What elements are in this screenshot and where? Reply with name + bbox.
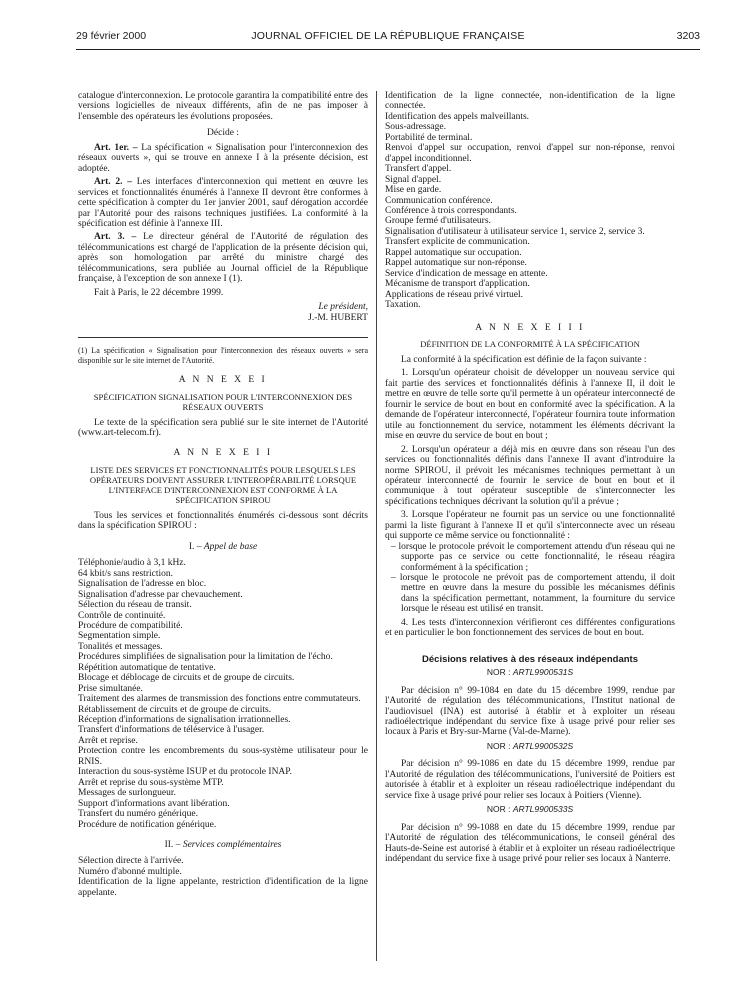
article-3-label: Art. 3. – — [94, 232, 137, 243]
section-2-number: II. – — [164, 840, 181, 851]
header-date: 29 février 2000 — [76, 30, 147, 42]
list-item: Taxation. — [385, 300, 421, 311]
nor-code: ARTL9900531S — [512, 667, 574, 678]
list-item: Transfert du numéro générique. — [78, 809, 198, 820]
decision-text: Par décision n° 99-1086 en date du 15 décembre 1999, rendue par l'Autorité de régulation des télécommunications, l'université de Poitiers est autorisée à établir et à exploiter un réseau radioélectrique indépendant du service fixe à usage privé pour relier ses locaux à Poitiers (Vienne). — [385, 759, 675, 801]
list-item: Mise en garde. — [385, 185, 442, 196]
list-item: Portabilité de terminal. — [385, 132, 473, 143]
intro-paragraph: catalogue d'interconnexion. Le protocole garantira la compatibilité entre des versions logicielles de niveaux différents, afin de ne pas imposer à l'ensemble des opérateurs les évolutions proposées. — [78, 91, 368, 122]
header-rule — [76, 49, 700, 50]
list-item: Support d'informations avant libération. — [78, 798, 230, 809]
list-item: Transfert d'appel. — [385, 164, 452, 175]
decision-text: Par décision n° 99-1084 en date du 15 décembre 1999, rendue par l'Autorité de régulation des télécommunications, l'Institut national de l'audiovisuel (INA) est autorisé à établir et à exploiter un réseau radioélectrique indépendant du service fixe à usage privé pour relier ses locaux à Paris et Bry-sur-Marne (Val-de-Marne). — [385, 685, 675, 738]
annexe-2-text: Tous les services et fonctionnalités énumérés ci-dessous sont décrits dans la spécification SPIROU : — [78, 510, 368, 532]
annexe-1-text: Le texte de la spécification sera publié sur le site internet de l'Autorité (www.art-telecom.fr). — [78, 417, 368, 438]
decisions-list — [385, 667, 675, 864]
list-item: Service d'indication de message en attente. — [385, 268, 548, 279]
section-2-title: Services complémentaires — [182, 840, 282, 851]
list-item: Conférence à trois correspondants. — [385, 205, 517, 216]
article-1 — [78, 143, 368, 174]
annexe-3-title: A N N E X E I I I — [475, 322, 585, 333]
footnote: (1) La spécification « Signalisation pour l'interconnexion des réseaux ouverts » sera disponible sur le site internet de l'Autorité. — [78, 346, 368, 365]
signature-name: J.-M. HUBERT — [308, 312, 368, 323]
signature-title: Le président, — [318, 302, 368, 313]
list-item: Procédures simplifiées de signalisation pour la limitation de l'écho. — [78, 652, 333, 663]
list-item: Numéro d'abonné multiple. — [78, 866, 182, 877]
list-item: Sous-adressage. — [385, 122, 446, 133]
annexe-3-point-1: 1. Lorsqu'un opérateur choisit de développer un nouveau service qui fait partie des services et fonctionnalités définis à l'annexe II, il doit le mettre en œuvre de telle sorte qu'il permette à un opérateur interconnecté de fournir le service de bout en bout en conformité avec la spécification. A la demande de l'opérateur interconnecté, l'opérateur fournira toute information utile au fonctionnement du service, notamment les éléments décrivant la mise en œuvre du service de bout en bout ; — [385, 368, 675, 442]
article-2-label: Art. 2. – — [94, 177, 132, 188]
list-item: Segmentation simple. — [78, 631, 161, 642]
list-item: Arrêt et reprise du sous-système MTP. — [78, 777, 224, 788]
annexe-3-point-2: 2. Lorsqu'un opérateur a déjà mis en œuvre dans son réseau l'un des services ou fonctionnalités définis dans l'annexe II avant d'introduire la norme SPIROU, il prévoit les mécanismes techniques permettant à un opérateur interconnecté de fournir le service de bout en bout et il communique à tout opérateur susceptible de s'interconnecter les spécifications techniques décrivant la solution qu'il a prévue ; — [385, 444, 675, 507]
list-item: Rappel automatique sur occupation. — [385, 247, 522, 258]
article-2-text: Les interfaces d'interconnexion qui mettent en œuvre les services et fonctionnalités énumérés à l'annexe II devront être conformes à cette spécification à compter du 1er janvier 2001, sauf dérogation accordée par l'Autorité pour des raisons techniques justifiées. La conformité à la spécification est définie à l'annexe III. — [78, 177, 368, 229]
list-item: Contrôle de continuité. — [78, 610, 166, 621]
nor-reference — [385, 804, 675, 814]
decisions-heading: Décisions relatives à des réseaux indépendants — [422, 653, 638, 665]
list-item: Transfert explicite de communication. — [385, 237, 530, 248]
list-item: Réception d'informations de signalisation irrationnelles. — [78, 715, 291, 726]
decide-heading: Décide : — [207, 128, 239, 139]
list-item: Identification de la ligne connectée, non-identification de la ligne connectée. — [385, 91, 675, 112]
list-item: Procédure de compatibilité. — [78, 620, 183, 631]
column-separator — [376, 91, 377, 961]
section-1-heading — [78, 542, 368, 552]
annexe-1-subtitle: SPÉCIFICATION SIGNALISATION POUR L'INTERCONNEXION DES RÉSEAUX OUVERTS — [93, 391, 353, 412]
page-header — [76, 30, 700, 46]
list-item: Communication conférence. — [385, 195, 493, 206]
list-item: Sélection directe à l'arrivée. — [78, 856, 184, 867]
section-1-list — [78, 558, 368, 830]
list-item: Traitement des alarmes de transmission des fonctions entre commutateurs. — [78, 694, 361, 705]
annexe-2-title: A N N E X E I I — [173, 448, 273, 459]
annexe-3-point-3a: – lorsque le protocole prévoit le comportement attendu d'un réseau qui ne supporte pas ce service ou cette fonctionnalité, le réseau réagira conformément à la spécification ; — [391, 541, 675, 573]
list-item: Arrêt et reprise. — [78, 735, 138, 746]
annexe-1-title: A N N E X E I — [178, 375, 268, 386]
decision-text: Par décision n° 99-1088 en date du 15 décembre 1999, rendue par l'Autorité de régulation des télécommunications, le conseil général des Hauts-de-Seine est autorisé à établir et à exploiter un réseau radioélectrique indépendant du service fixe à usage privé pour relier ses locaux à Nanterre. — [385, 822, 675, 864]
article-1-text: La spécification « Signalisation pour l'interconnexion des réseaux ouverts », qui se trouve en annexe I à la présente décision, est adoptée. — [78, 142, 368, 174]
list-item: Tonalités et messages. — [78, 641, 163, 652]
nor-label: NOR : — [486, 667, 513, 678]
annexe-3-point-3: 3. Lorsque l'opérateur ne fournit pas un service ou une fonctionnalité parmi la liste figurant à l'annexe II et qu'il s'interconnecte avec un réseau qui supporte ce même service ou fonctionnalité : — [385, 510, 675, 542]
list-item: Renvoi d'appel sur occupation, renvoi d'appel sur non-réponse, renvoi d'appel inconditionnel. — [385, 143, 675, 164]
list-item: Procédure de notification générique. — [78, 819, 217, 830]
list-item: 64 kbit/s sans restriction. — [78, 568, 173, 579]
list-item: Identification des appels malveillants. — [385, 111, 530, 122]
left-column — [78, 91, 368, 898]
list-item: Transfert d'informations de téléservice à l'usager. — [78, 725, 265, 736]
list-item: Signalisation d'adresse par chevauchement. — [78, 589, 243, 600]
annexe-3-point-3b: – lorsque le protocole ne prévoit pas de comportement attendu, il doit mettre en œuvre dans la mesure du possible les mécanismes définis dans la spécification permettant, notamment, la fourniture du service lorsque le réseau est utilisé en transit. — [391, 573, 675, 615]
list-item: Mécanisme de transport d'application. — [385, 279, 530, 290]
list-item: Signal d'appel. — [385, 174, 442, 185]
fait-line: Fait à Paris, le 22 décembre 1999. — [94, 287, 224, 298]
list-item: Blocage et déblocage de circuits et de groupe de circuits. — [78, 673, 295, 684]
section-1-title: Appel de base — [203, 541, 258, 552]
list-item: Répétition automatique de tentative. — [78, 662, 216, 673]
list-item: Téléphonie/audio à 3,1 kHz. — [78, 558, 186, 569]
article-3 — [78, 232, 368, 284]
annexe-3-subtitle: DÉFINITION DE LA CONFORMITÉ À LA SPÉCIFICATION — [420, 338, 640, 349]
header-page-number: 3203 — [676, 30, 700, 42]
list-item: Sélection du réseau de transit. — [78, 600, 192, 611]
article-1-label: Art. 1er. – — [94, 142, 138, 153]
nor-label: NOR : — [486, 740, 513, 751]
list-item: Rétablissement de circuits et de groupe de circuits. — [78, 704, 272, 715]
list-item: Interaction du sous-système ISUP et du protocole INAP. — [78, 767, 292, 778]
list-item: Signalisation de l'adresse en bloc. — [78, 579, 207, 590]
annexe-3-intro: La conformité à la spécification est définie de la façon suivante : — [401, 354, 647, 365]
list-item: Groupe fermé d'utilisateurs. — [385, 216, 491, 227]
list-item: Messages de surlongueur. — [78, 788, 176, 799]
nor-reference — [385, 667, 675, 677]
article-3-text: Le directeur général de l'Autorité de régulation des télécommunications est chargé de l'application de la présente décision qui, après son homologation par arrêté du ministre chargé des télécommunications, sera publiée au Journal officiel de la République française, à l'exception de son annexe I (1). — [78, 232, 368, 285]
right-column — [385, 91, 675, 867]
list-item: Prise simultanée. — [78, 683, 143, 694]
section-1-number: I. – — [188, 541, 202, 552]
nor-label: NOR : — [486, 804, 513, 815]
nor-code: ARTL9900532S — [512, 740, 574, 751]
list-item: Signalisation d'utilisateur à utilisateur service 1, service 2, service 3. — [385, 226, 645, 237]
footnote-rule — [78, 337, 368, 338]
nor-code: ARTL9900533S — [512, 804, 574, 815]
header-journal-title: JOURNAL OFFICIEL DE LA RÉPUBLIQUE FRANÇAISE — [251, 30, 525, 42]
list-item: Identification de la ligne appelante, restriction d'identification de la ligne appelante. — [78, 877, 368, 898]
services-list-continued — [385, 91, 675, 311]
list-item: Rappel automatique sur non-réponse. — [385, 258, 527, 269]
section-2-heading — [78, 840, 368, 850]
annexe-3-point-4: 4. Les tests d'interconnexion vérifieront ces différentes configurations et en particulier le bon fonctionnement des services de bout en bout. — [385, 617, 675, 639]
nor-reference — [385, 741, 675, 751]
list-item: Protection contre les encombrements du sous-système utilisateur pour le RNIS. — [78, 746, 368, 767]
article-2 — [78, 177, 368, 229]
annexe-2-subtitle: LISTE DES SERVICES ET FONCTIONNALITÉS POUR LESQUELS LES OPÉRATEURS DOIVENT ASSURER L'INTEROPÉRABILITÉ LORSQUE L'INTERFACE D'INTERCONNEXION EST CONFORME À LA SPÉCIFICATION SPIROU — [89, 464, 357, 505]
list-item: Applications de réseau privé virtuel. — [385, 289, 523, 300]
section-2-list — [78, 856, 368, 898]
